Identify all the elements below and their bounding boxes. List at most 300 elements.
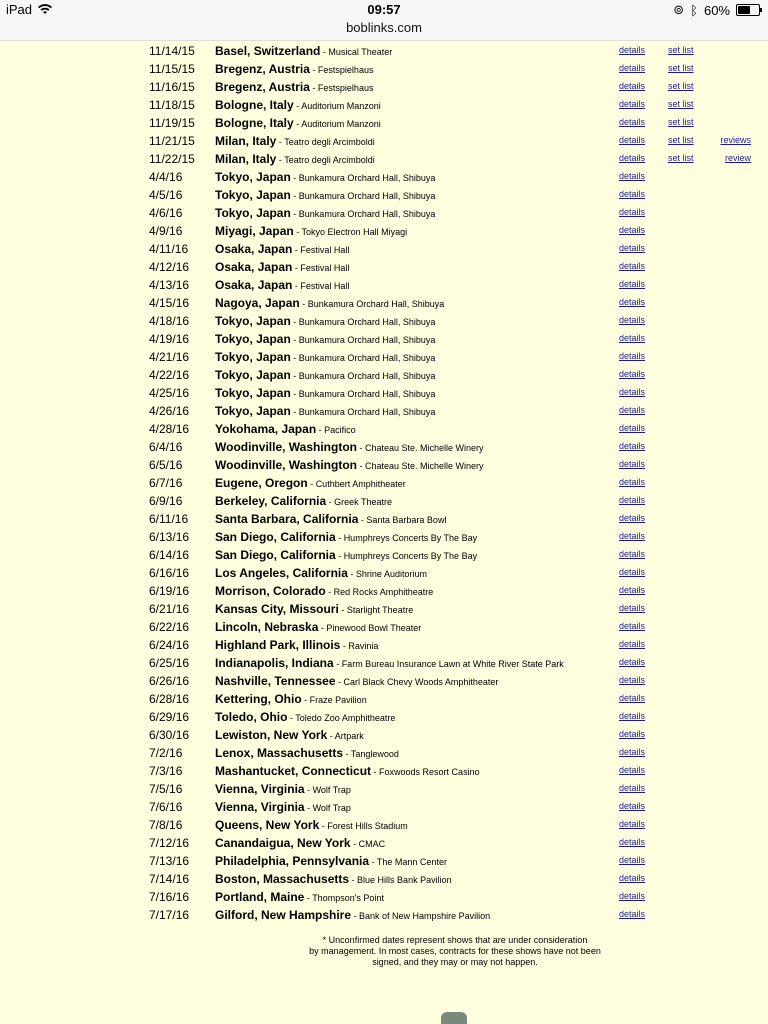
table-row <box>0 708 768 726</box>
table-row <box>0 276 768 294</box>
show-venue-sep: - <box>340 641 349 651</box>
show-date: 4/26/16 <box>149 404 190 418</box>
show-venue-sep: - <box>292 263 301 273</box>
show-date: 11/16/15 <box>149 80 195 94</box>
show-venue-sep: - <box>276 137 285 147</box>
show-venue: Wolf Trap <box>312 785 351 795</box>
table-row <box>0 564 768 582</box>
show-date: 6/25/16 <box>149 656 190 670</box>
details-link[interactable]: details <box>619 207 646 217</box>
show-venue: Greek Theatre <box>334 497 393 507</box>
show-date: 7/8/16 <box>149 818 183 832</box>
show-date: 4/12/16 <box>149 260 190 274</box>
show-date: 7/6/16 <box>149 800 183 814</box>
set-list-link[interactable]: set list <box>668 45 694 55</box>
details-link[interactable]: details <box>619 855 646 865</box>
show-venue-sep: - <box>287 713 296 723</box>
show-date: 6/30/16 <box>149 728 190 742</box>
show-venue: Bunkamura Orchard Hall, Shibuya <box>298 335 436 345</box>
show-venue: Foxwoods Resort Casino <box>379 767 480 777</box>
details-link[interactable]: details <box>619 243 646 253</box>
show-venue-sep: - <box>358 515 367 525</box>
show-venue-sep: - <box>292 245 301 255</box>
show-city: Osaka, Japan <box>215 278 293 292</box>
show-location <box>215 764 480 778</box>
show-city: Toledo, Ohio <box>215 710 288 724</box>
show-date: 6/14/16 <box>149 548 190 562</box>
set-list-link[interactable]: set list <box>668 99 694 109</box>
details-link[interactable]: details <box>619 657 646 667</box>
table-row <box>0 600 768 618</box>
status-bar <box>0 0 768 20</box>
show-location <box>215 656 564 670</box>
show-location <box>215 854 447 868</box>
show-location <box>215 692 367 706</box>
show-venue: Thompson's Point <box>312 893 384 903</box>
table-row <box>0 654 768 672</box>
set-list-link[interactable]: set list <box>668 153 694 163</box>
table-row <box>0 510 768 528</box>
table-row <box>0 132 768 150</box>
show-city: Lincoln, Nebraska <box>215 620 319 634</box>
show-city: Bregenz, Austria <box>215 80 310 94</box>
show-city: Kansas City, Missouri <box>215 602 339 616</box>
show-venue-sep: - <box>290 407 299 417</box>
show-venue-sep: - <box>338 605 347 615</box>
show-date: 7/17/16 <box>149 908 190 922</box>
details-link[interactable]: details <box>619 387 646 397</box>
table-row <box>0 150 768 168</box>
details-link[interactable]: details <box>619 549 646 559</box>
table-row <box>0 726 768 744</box>
table-row <box>0 420 768 438</box>
show-venue-sep: - <box>299 299 308 309</box>
show-date: 6/7/16 <box>149 476 183 490</box>
table-row <box>0 204 768 222</box>
show-date: 4/18/16 <box>149 314 190 328</box>
show-venue-sep: - <box>335 677 344 687</box>
details-link[interactable]: details <box>619 279 646 289</box>
show-location <box>215 98 381 112</box>
show-city: Lenox, Massachusetts <box>215 746 344 760</box>
show-city: Bologne, Italy <box>215 98 294 112</box>
show-venue-sep: - <box>290 389 299 399</box>
table-row <box>0 96 768 114</box>
show-location <box>215 278 349 292</box>
show-venue-sep: - <box>327 731 335 741</box>
show-venue-sep: - <box>357 461 365 471</box>
battery-percent: 60% <box>703 2 730 18</box>
details-link[interactable]: details <box>619 765 646 775</box>
table-row <box>0 186 768 204</box>
set-list-link[interactable]: set list <box>668 63 694 73</box>
details-link[interactable]: details <box>619 531 646 541</box>
details-link[interactable]: details <box>619 477 646 487</box>
details-link[interactable]: details <box>619 495 646 505</box>
show-venue: CMAC <box>358 839 386 849</box>
show-location <box>215 260 349 274</box>
show-city: Los Angeles, California <box>215 566 348 580</box>
show-city: Tokyo, Japan <box>215 368 291 382</box>
show-date: 11/15/15 <box>149 62 195 76</box>
details-link[interactable]: details <box>619 909 646 919</box>
show-location <box>215 548 477 562</box>
table-row <box>0 672 768 690</box>
show-venue: Teatro degli Arcimboldi <box>284 155 375 165</box>
show-venue: Artpark <box>334 731 364 741</box>
table-row <box>0 546 768 564</box>
bluetooth-icon: ᛒ <box>690 2 698 18</box>
show-date: 11/19/15 <box>149 116 195 130</box>
table-row <box>0 438 768 456</box>
show-location <box>215 404 435 418</box>
show-city: Portland, Maine <box>215 890 305 904</box>
show-date: 4/15/16 <box>149 296 190 310</box>
show-city: Santa Barbara, California <box>215 512 359 526</box>
show-venue-sep: - <box>320 47 329 57</box>
table-row <box>0 780 768 798</box>
details-link[interactable]: details <box>619 441 646 451</box>
details-link[interactable]: details <box>619 117 646 127</box>
details-link[interactable]: details <box>619 711 646 721</box>
details-link[interactable]: details <box>619 459 646 469</box>
show-city: Milan, Italy <box>215 152 277 166</box>
address-bar[interactable] <box>0 20 768 41</box>
show-venue-sep: - <box>304 893 313 903</box>
show-venue-sep: - <box>347 569 356 579</box>
table-row <box>0 294 768 312</box>
show-location <box>215 458 484 472</box>
details-link[interactable]: details <box>619 585 646 595</box>
show-venue-sep: - <box>292 281 301 291</box>
show-location <box>215 422 356 436</box>
show-location <box>215 746 399 760</box>
show-city: Gilford, New Hampshire <box>215 908 352 922</box>
show-city: Tokyo, Japan <box>215 314 291 328</box>
show-venue: Teatro degli Arcimboldi <box>284 137 375 147</box>
show-city: Kettering, Ohio <box>215 692 302 706</box>
details-link[interactable]: details <box>619 423 646 433</box>
reviews-link[interactable]: reviews <box>720 135 751 145</box>
show-venue-sep: - <box>369 857 377 867</box>
table-row <box>0 258 768 276</box>
details-link[interactable]: details <box>619 261 646 271</box>
footnote-line-2: by management. In most cases, contracts for these shows have not been <box>309 946 601 956</box>
show-venue: Farm Bureau Insurance Lawn at White River State Park <box>341 659 564 669</box>
table-row <box>0 366 768 384</box>
show-date: 11/18/15 <box>149 98 195 112</box>
show-venue-sep: - <box>309 65 318 75</box>
show-city: Yokohama, Japan <box>215 422 317 436</box>
show-date: 4/5/16 <box>149 188 183 202</box>
details-link[interactable]: details <box>619 567 646 577</box>
show-venue-sep: - <box>316 425 325 435</box>
show-location <box>215 332 435 346</box>
show-city: Tokyo, Japan <box>215 206 291 220</box>
table-row <box>0 240 768 258</box>
details-link[interactable]: details <box>619 513 646 523</box>
show-date: 6/9/16 <box>149 494 183 508</box>
details-link[interactable]: details <box>619 729 646 739</box>
show-venue: Chateau Ste. Michelle Winery <box>365 461 484 471</box>
details-link[interactable]: details <box>619 405 646 415</box>
details-link[interactable]: details <box>619 747 646 757</box>
show-city: Vienna, Virginia <box>215 782 305 796</box>
show-venue: Auditorium Manzoni <box>301 101 381 111</box>
table-row <box>0 78 768 96</box>
show-venue: Bunkamura Orchard Hall, Shibuya <box>307 299 445 309</box>
show-venue-sep: - <box>293 119 302 129</box>
show-venue-sep: - <box>350 839 359 849</box>
show-date: 4/22/16 <box>149 368 190 382</box>
table-row <box>0 906 768 924</box>
details-link[interactable]: details <box>619 603 646 613</box>
show-location <box>215 800 351 814</box>
show-location <box>215 908 490 922</box>
show-venue-sep: - <box>290 335 299 345</box>
show-venue: Tokyo Electron Hall Miyagi <box>301 227 408 237</box>
show-location <box>215 80 373 94</box>
details-link[interactable]: details <box>619 675 646 685</box>
show-location <box>215 602 413 616</box>
show-location <box>215 710 395 724</box>
show-venue-sep: - <box>290 209 299 219</box>
show-venue-sep: - <box>290 173 299 183</box>
show-venue: Bank of New Hampshire Pavilion <box>359 911 491 921</box>
footnote-line-3: signed, and they may or may not happen. <box>372 957 538 967</box>
details-link[interactable]: details <box>619 63 646 73</box>
table-row <box>0 348 768 366</box>
show-date: 7/5/16 <box>149 782 183 796</box>
show-venue: Festival Hall <box>300 263 350 273</box>
table-row <box>0 402 768 420</box>
show-date: 6/26/16 <box>149 674 190 688</box>
show-date: 4/13/16 <box>149 278 190 292</box>
show-venue-sep: - <box>304 803 313 813</box>
show-date: 7/14/16 <box>149 872 190 886</box>
details-link[interactable]: details <box>619 639 646 649</box>
show-date: 4/19/16 <box>149 332 190 346</box>
show-city: Lewiston, New York <box>215 728 328 742</box>
details-link[interactable]: details <box>619 693 646 703</box>
show-location <box>215 152 375 166</box>
reviews-link[interactable]: review <box>724 153 751 163</box>
show-venue-sep: - <box>325 587 334 597</box>
show-location <box>215 368 435 382</box>
show-venue: Musical Theater <box>328 47 393 57</box>
show-city: Tokyo, Japan <box>215 188 291 202</box>
show-city: Nashville, Tennessee <box>215 674 336 688</box>
details-link[interactable]: details <box>619 873 646 883</box>
show-city: Tokyo, Japan <box>215 170 291 184</box>
set-list-link[interactable]: set list <box>668 117 694 127</box>
show-date: 6/19/16 <box>149 584 190 598</box>
show-location <box>215 440 484 454</box>
show-location <box>215 242 349 256</box>
show-venue: Festspielhaus <box>317 83 374 93</box>
show-city: Osaka, Japan <box>215 242 293 256</box>
show-venue-sep: - <box>301 695 310 705</box>
details-link[interactable]: details <box>619 621 646 631</box>
show-venue: Blue Hills Bank Pavilion <box>357 875 452 885</box>
show-city: Canandaigua, New York <box>215 836 351 850</box>
footnote <box>300 935 610 968</box>
details-link[interactable]: details <box>619 45 646 55</box>
show-city: Basel, Switzerland <box>215 44 321 58</box>
table-row <box>0 798 768 816</box>
show-venue-sep: - <box>335 551 344 561</box>
show-venue: The Mann Center <box>376 857 447 867</box>
show-city: Vienna, Virginia <box>215 800 305 814</box>
show-venue-sep: - <box>290 317 299 327</box>
status-time: 09:57 <box>367 2 401 17</box>
show-venue: Festival Hall <box>300 281 350 291</box>
show-city: Milan, Italy <box>215 134 277 148</box>
show-venue-sep: - <box>290 353 299 363</box>
show-venue: Ravinia <box>348 641 379 651</box>
show-location <box>215 512 446 526</box>
table-row <box>0 492 768 510</box>
show-venue-sep: - <box>335 533 344 543</box>
show-venue-sep: - <box>326 497 335 507</box>
details-link[interactable]: details <box>619 171 646 181</box>
show-venue: Forest Hills Stadium <box>327 821 408 831</box>
table-row <box>0 330 768 348</box>
show-venue: Bunkamura Orchard Hall, Shibuya <box>298 353 436 363</box>
show-location <box>215 674 498 688</box>
status-right <box>673 2 760 18</box>
show-venue: Auditorium Manzoni <box>301 119 381 129</box>
details-link[interactable]: details <box>619 783 646 793</box>
details-link[interactable]: details <box>619 819 646 829</box>
table-row <box>0 834 768 852</box>
show-venue: Festival Hall <box>300 245 350 255</box>
show-date: 4/28/16 <box>149 422 190 436</box>
show-venue-sep: - <box>276 155 285 165</box>
show-venue: Carl Black Chevy Woods Amphitheater <box>343 677 499 687</box>
details-link[interactable]: details <box>619 369 646 379</box>
table-row <box>0 636 768 654</box>
details-link[interactable]: details <box>619 225 646 235</box>
details-link[interactable]: details <box>619 837 646 847</box>
show-city: Indianapolis, Indiana <box>215 656 334 670</box>
set-list-link[interactable]: set list <box>668 81 694 91</box>
show-venue-sep: - <box>357 443 365 453</box>
details-link[interactable]: details <box>619 135 646 145</box>
show-date: 6/24/16 <box>149 638 190 652</box>
bottom-image[interactable] <box>441 1012 467 1024</box>
show-date: 4/21/16 <box>149 350 190 364</box>
set-list-link[interactable]: set list <box>668 135 694 145</box>
show-location <box>215 386 435 400</box>
show-venue: Fraze Pavilion <box>309 695 367 705</box>
show-venue: Santa Barbara Bowl <box>366 515 447 525</box>
show-city: Bregenz, Austria <box>215 62 310 76</box>
show-date: 7/12/16 <box>149 836 190 850</box>
show-city: San Diego, California <box>215 530 336 544</box>
show-venue-sep: - <box>349 875 358 885</box>
details-link[interactable]: details <box>619 801 646 811</box>
details-link[interactable]: details <box>619 189 646 199</box>
show-venue-sep: - <box>293 227 302 237</box>
show-city: Nagoya, Japan <box>215 296 300 310</box>
details-link[interactable]: details <box>619 297 646 307</box>
details-link[interactable]: details <box>619 81 646 91</box>
show-venue: Bunkamura Orchard Hall, Shibuya <box>298 407 436 417</box>
show-venue-sep: - <box>293 101 302 111</box>
table-row <box>0 474 768 492</box>
show-location <box>215 188 435 202</box>
show-city: Tokyo, Japan <box>215 386 291 400</box>
show-location <box>215 476 406 490</box>
show-city: Osaka, Japan <box>215 260 293 274</box>
table-row <box>0 42 768 60</box>
details-link[interactable]: details <box>619 333 646 343</box>
show-city: San Diego, California <box>215 548 336 562</box>
show-city: Boston, Massachusetts <box>215 872 350 886</box>
show-date: 4/6/16 <box>149 206 183 220</box>
show-city: Tokyo, Japan <box>215 350 291 364</box>
show-date: 6/29/16 <box>149 710 190 724</box>
show-venue-sep: - <box>290 191 299 201</box>
show-city: Bologne, Italy <box>215 116 294 130</box>
show-venue: Tanglewood <box>350 749 399 759</box>
show-venue: Bunkamura Orchard Hall, Shibuya <box>298 317 436 327</box>
show-location <box>215 134 375 148</box>
table-row <box>0 762 768 780</box>
show-venue: Humphreys Concerts By The Bay <box>343 533 478 543</box>
show-date: 6/4/16 <box>149 440 183 454</box>
show-location <box>215 170 435 184</box>
battery-icon <box>736 4 760 16</box>
show-date: 6/21/16 <box>149 602 190 616</box>
table-row <box>0 384 768 402</box>
show-venue: Pacifico <box>324 425 356 435</box>
details-link[interactable]: details <box>619 153 646 163</box>
show-location <box>215 530 477 544</box>
show-location <box>215 206 435 220</box>
details-link[interactable]: details <box>619 891 646 901</box>
table-row <box>0 852 768 870</box>
show-venue: Humphreys Concerts By The Bay <box>343 551 478 561</box>
show-city: Woodinville, Washington <box>215 440 357 454</box>
show-venue: Pinewood Bowl Theater <box>326 623 422 633</box>
table-row <box>0 222 768 240</box>
show-venue-sep: - <box>304 785 313 795</box>
details-link[interactable]: details <box>619 351 646 361</box>
show-location <box>215 62 373 76</box>
table-row <box>0 888 768 906</box>
show-location <box>215 890 384 904</box>
show-venue: Toledo Zoo Amphitheatre <box>295 713 396 723</box>
show-venue-sep: - <box>351 911 360 921</box>
show-date: 6/22/16 <box>149 620 190 634</box>
show-venue: Bunkamura Orchard Hall, Shibuya <box>298 191 436 201</box>
show-venue-sep: - <box>343 749 351 759</box>
show-date: 6/5/16 <box>149 458 183 472</box>
details-link[interactable]: details <box>619 99 646 109</box>
show-city: Tokyo, Japan <box>215 404 291 418</box>
details-link[interactable]: details <box>619 315 646 325</box>
show-location <box>215 836 385 850</box>
show-venue: Bunkamura Orchard Hall, Shibuya <box>298 173 436 183</box>
table-row <box>0 168 768 186</box>
show-location <box>215 782 351 796</box>
show-location <box>215 296 444 310</box>
table-row <box>0 114 768 132</box>
show-date: 7/2/16 <box>149 746 183 760</box>
show-date: 6/13/16 <box>149 530 190 544</box>
